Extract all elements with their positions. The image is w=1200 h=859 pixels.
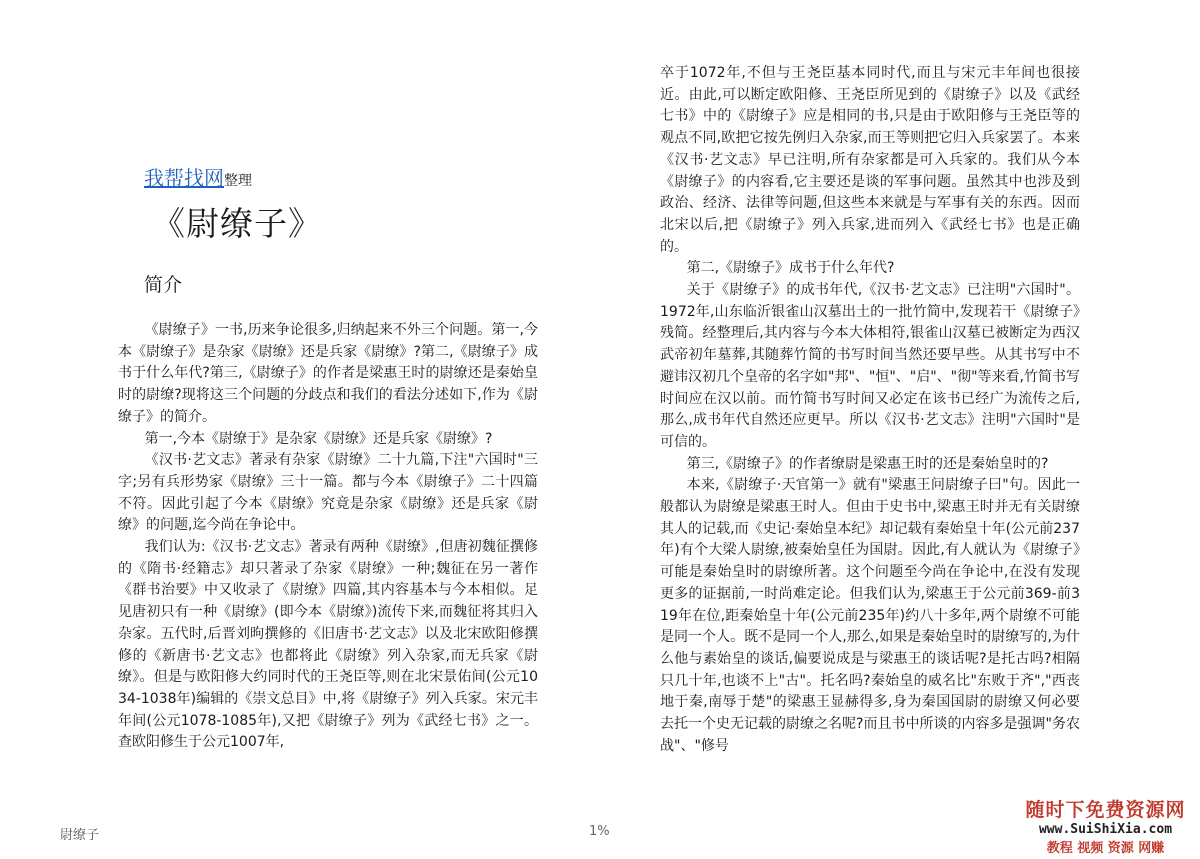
left-body-text xyxy=(118,320,538,754)
watermark-title: 随时下免费资源网 xyxy=(1025,799,1186,821)
right-body-text xyxy=(660,63,1080,758)
watermark-tagline: 教程 视频 资源 网赚 xyxy=(1046,841,1165,856)
book-title: 《尉缭子》 xyxy=(152,204,322,243)
watermark-url: www.SuiShiXia.com xyxy=(1038,822,1173,837)
section-heading: 简介 xyxy=(144,274,183,296)
watermark-logo xyxy=(1011,795,1200,859)
paragraph: 我们认为:《汉书·艺文志》著录有两种《尉缭》,但唐初魏征撰修的《隋书·经籍志》却只著录了杂家《尉缭》一种;魏征在另一著作《群书治要》中又收录了《尉缭》四篇,其内容基本与今本相似。足见唐初只有一种《尉缭》(即今本《尉缭》)流传下来,而魏征将其归入杂家。五代时,后晋刘昫撰修的《旧唐书·艺文志》以及北宋欧阳修撰修的《新唐书·艺文志》也都将此《尉缭》列入杂家,而无兵家《尉缭》。但是与欧阳修大约同时代的王尧臣等,则在北宋景佑间(公元1034-1038年)编辑的《崇文总目》中,将《尉缭子》列入兵家。宋元丰年间(公元1078-1085年),又把《尉缭子》列为《武经七书》之一。查欧阳修生于公元1007年, xyxy=(118,539,538,751)
paragraph: 《汉书·艺文志》著录有杂家《尉缭》二十九篇,下注"六国时"三字;另有兵形势家《尉缭》三十一篇。都与今本《尉缭子》二十四篇不符。因此引起了今本《尉缭》究竟是杂家《尉缭》还是兵家《尉缭》的问题,迄今尚在争论中。 xyxy=(118,452,538,534)
paragraph: 关于《尉缭子》的成书年代,《汉书·艺文志》已注明"六国时"。1972年,山东临沂银雀山汉墓出土的一批竹简中,发现若干《尉缭子》残简。经整理后,其内容与今本大体相符,银雀山汉墓已被断定为西汉武帝初年墓葬,其随葬竹简的书写时间当然还要早些。从其书写中不避讳汉初几个皇帝的名字如"邦"、"恒"、"启"、"彻"等来看,竹简书写时间应在汉以前。而竹简书写时间又必定在该书已经广为流传之后,那么,成书年代自然还应更早。所以《汉书·艺文志》注明"六国时"是可信的。 xyxy=(660,282,1080,450)
reading-progress: 1% xyxy=(589,824,610,839)
paragraph: 第三,《尉缭子》的作者缭尉是梁惠王时的还是秦始皇时的? xyxy=(686,455,1049,472)
header-line xyxy=(144,162,252,191)
site-link[interactable]: 我帮找网 xyxy=(144,166,224,190)
footer-book-name: 尉缭子 xyxy=(60,828,100,843)
paragraph: 第一,今本《尉缭于》是杂家《尉缭》还是兵家《尉缭》? xyxy=(144,430,493,447)
site-suffix: 整理 xyxy=(224,173,252,189)
paragraph: 《尉缭子》一书,历来争论很多,归纳起来不外三个问题。第一,今本《尉缭子》是杂家《尉缭》还是兵家《尉缭》?第二,《尉缭子》成书于什么年代?第三,《尉缭子》的作者是梁惠王时的尉缭还是秦始皇时的尉缭?现将这三个问题的分歧点和我们的看法分述如下,作为《尉缭子》的简介。 xyxy=(118,322,538,425)
paragraph: 本来,《尉缭子·天官第一》就有"梁惠王问尉缭子曰"句。因此一般都认为尉缭是梁惠王时人。但由于史书中,梁惠王时并无有关尉缭其人的记载,而《史记·秦始皇本纪》却记载有秦始皇十年(公元前237年)有个大梁人尉缭,被秦始皇任为国尉。因此,有人就认为《尉缭子》可能是秦始皇时的尉缭所著。这个问题至今尚在争论中,在没有发现更多的证据前,一时尚难定论。但我们认为,梁惠王于公元前369-前319年在位,距秦始皇十年(公元前235年)约八十多年,两个尉缭不可能是同一个人。既不是同一个人,那么,如果是秦始皇时的尉缭写的,为什么他与素始皇的谈话,偏要说成是与梁惠王的谈话呢?是托古吗?相隔只几十年,也谈不上"古"。托名吗?秦始皇的威名比"东败于齐","西丧地于秦,南辱于楚"的梁惠王显赫得多,身为秦国国尉的尉缭又何必要去托一个史无记载的尉缭之名呢?而且书中所谈的内容多是强调"务农战"、"修号 xyxy=(660,477,1080,754)
paragraph: 卒于1072年,不但与王尧臣基本同时代,而且与宋元丰年间也很接近。由此,可以断定欧阳修、王尧臣所见到的《尉缭子》以及《武经七书》中的《尉缭子》应是相同的书,只是由于欧阳修与王尧臣等的观点不同,欧把它按先例归入杂家,而王等则把它归入兵家罢了。本来《汉书·艺文志》早已注明,所有杂家都是可入兵家的。我们从今本《尉缭子》的内容看,它主要还是谈的军事问题。虽然其中也涉及到政治、经济、法律等问题,但这些本来就是与军事有关的东西。因而北宋以后,把《尉缭子》列入兵家,进而列入《武经七书》也是正确的。 xyxy=(660,65,1080,255)
paragraph: 第二,《尉缭子》成书于什么年代? xyxy=(686,260,895,277)
